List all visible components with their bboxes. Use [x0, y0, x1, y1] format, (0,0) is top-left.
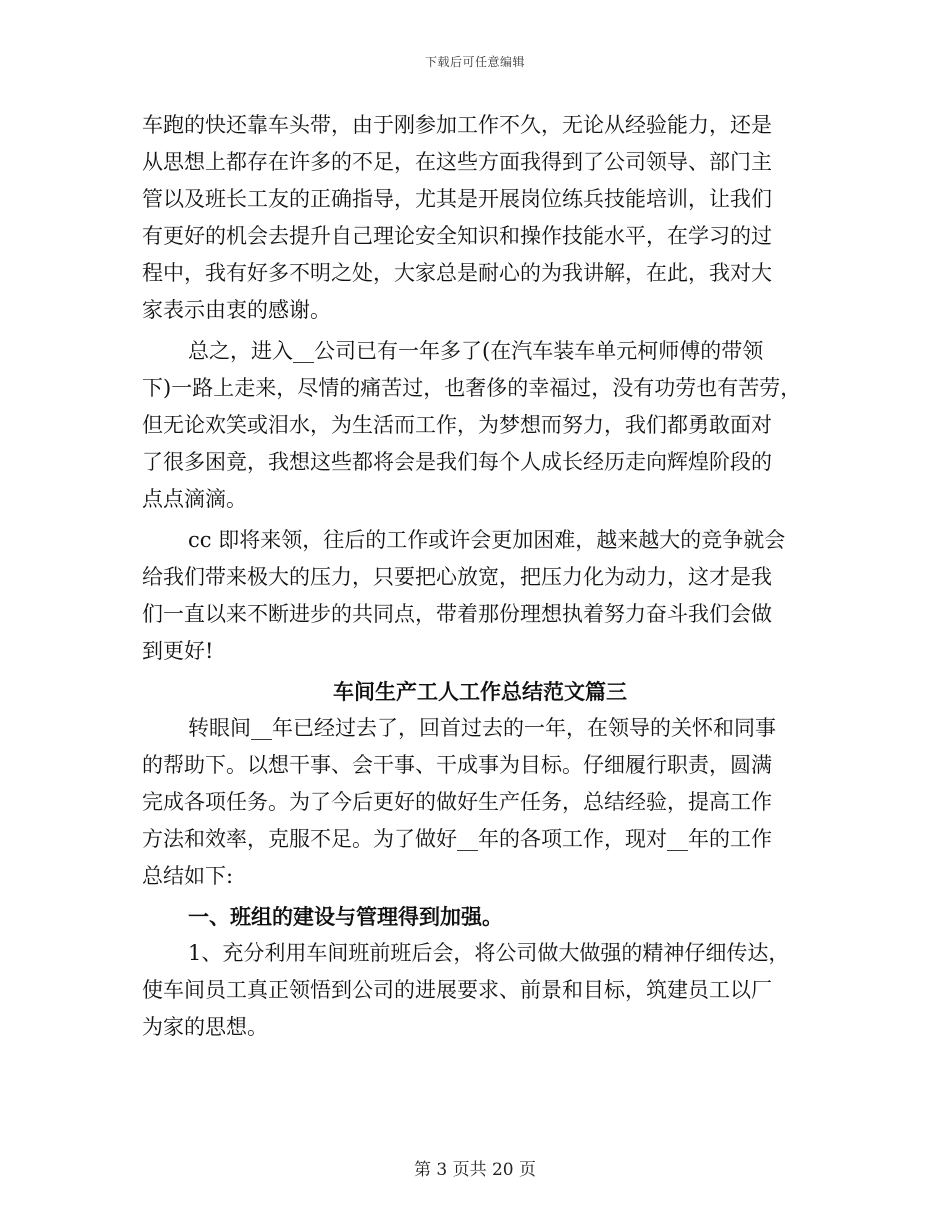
text-line: 家表示由衷的感谢。	[142, 298, 331, 322]
paragraph-item-1	[142, 935, 818, 1046]
paragraph-intro	[142, 710, 818, 895]
text-line: 车跑的快还靠车头带，由于刚参加工作不久，无论从经验能力，还是	[142, 113, 772, 137]
paragraph-gratitude	[142, 107, 818, 329]
text-line: 有更好的机会去提升自己理论安全知识和操作技能水平，在学习的过	[142, 224, 772, 248]
text-line: 的帮助下。以想干事、会干事、干成事为目标。仔细履行职责，圆满	[142, 753, 772, 777]
text-line: 总结如下:	[142, 864, 234, 888]
text-line: 管以及班长工友的正确指导，尤其是开展岗位练兵技能培训，让我们	[142, 187, 772, 211]
text-line: 方法和效率，克服不足。为了做好__年的各项工作，现对__年的工作	[142, 827, 772, 851]
text-line: 从思想上都存在许多的不足，在这些方面我得到了公司领导、部门主	[142, 150, 772, 174]
paragraph-outlook	[142, 522, 818, 670]
subheading: 一、班组的建设与管理得到加强。	[188, 904, 503, 929]
text-line: 但无论欢笑或泪水，为生活而工作，为梦想而努力，我们都勇敢面对	[142, 413, 772, 437]
text-line: 总之，进入__公司已有一年多了(在汽车装车单元柯师傅的带领	[188, 339, 764, 363]
text-line: 给我们带来极大的压力，只要把心放宽，把压力化为动力，这才是我	[142, 565, 772, 589]
page-header: 下载后可任意编辑	[424, 55, 525, 69]
section-title: 车间生产工人工作总结范文篇三	[333, 679, 627, 704]
page-number-footer: 第 3 页共 20 页	[413, 1160, 537, 1180]
paragraph-summary	[142, 333, 818, 518]
text-line: 点点滴滴。	[142, 487, 247, 511]
text-line: cc 即将来领，往后的工作或许会更加困难，越来越大的竞争就会	[188, 528, 786, 552]
text-line: 们一直以来不断进步的共同点，带着那份理想执着努力奋斗我们会做	[142, 602, 772, 626]
document-body	[142, 107, 818, 1046]
text-line: 程中，我有好多不明之处，大家总是耐心的为我讲解，在此，我对大	[142, 261, 772, 285]
text-line: 1、充分利用车间班前班后会，将公司做大做强的精神仔细传达，	[188, 941, 790, 965]
text-line: 使车间员工真正领悟到公司的进展要求、前景和目标，筑建员工以厂	[142, 978, 772, 1002]
text-line: 了很多困竟，我想这些都将会是我们每个人成长经历走向辉煌阶段的	[142, 450, 772, 474]
text-line: 下)一路上走来，尽情的痛苦过，也奢侈的幸福过，没有功劳也有苦劳，	[142, 376, 802, 400]
text-line: 转眼间__年已经过去了，回首过去的一年，在领导的关怀和同事	[188, 716, 776, 740]
text-line: 为家的思想。	[142, 1015, 268, 1039]
text-line: 到更好!	[142, 639, 214, 663]
text-line: 完成各项任务。为了今后更好的做好生产任务，总结经验，提高工作	[142, 790, 772, 814]
